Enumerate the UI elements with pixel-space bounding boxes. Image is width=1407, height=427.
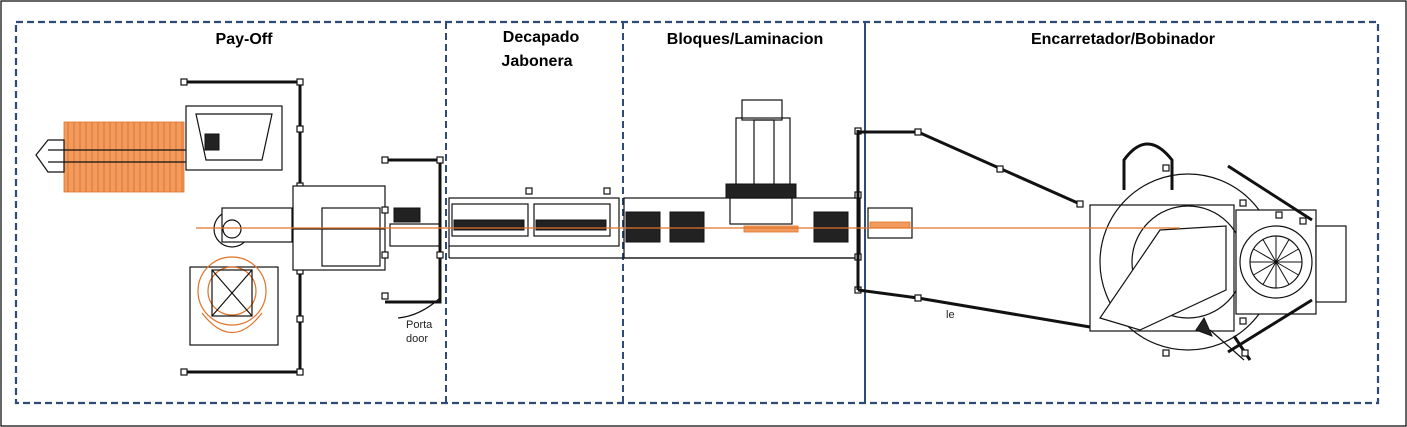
spooler-fence-top <box>858 132 1080 204</box>
rotating-payoff-bottom <box>190 257 278 345</box>
roll-block-3 <box>814 212 848 242</box>
roll-block-2 <box>670 212 704 242</box>
label-decapado: Decapado <box>502 29 580 46</box>
label-pay-off: Pay-Off <box>215 31 273 48</box>
label-porta: Porta <box>406 319 433 331</box>
roll-block-1 <box>626 212 660 242</box>
label-bloques: Bloques/Laminacion <box>666 31 824 48</box>
label-encarretador: Encarretador/Bobinador <box>1030 31 1216 48</box>
payoff-door-guard <box>385 160 440 302</box>
wire-coil-stack <box>36 122 196 192</box>
payoff-machinery <box>36 79 443 375</box>
spooler-machinery <box>858 129 1346 360</box>
main-motor <box>736 118 790 192</box>
decapado-machinery <box>449 188 623 258</box>
label-door: door <box>406 333 429 345</box>
spooler-fence-bottom <box>858 290 1096 328</box>
rolling-blocks-machinery <box>624 100 861 293</box>
label-le: le <box>946 309 955 321</box>
label-jabonera: Jabonera <box>501 53 573 70</box>
motor <box>394 208 420 222</box>
